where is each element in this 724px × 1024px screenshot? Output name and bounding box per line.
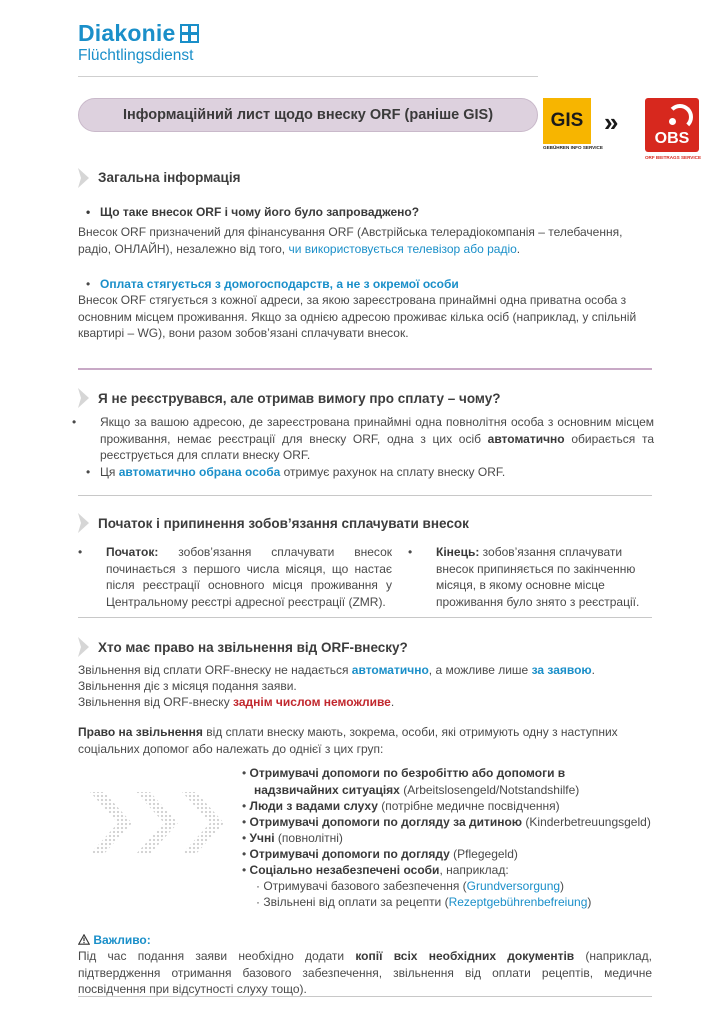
highlight-text: чи використовується телевізор або радіо	[288, 241, 517, 256]
list-item: • Люди з вадами слуху (потрібне медичне посвідчення)	[242, 799, 560, 813]
highlight-text: Rezeptgebührenbefreiung	[448, 895, 588, 909]
sub-list-item	[256, 878, 656, 895]
end-label: Кінець:	[436, 545, 480, 559]
important-label: Важливо:	[93, 933, 151, 947]
text-span: отримує рахунок на сплату внеску ORF.	[280, 465, 506, 479]
paragraph-orf-purpose	[78, 224, 652, 257]
end-text: зобов’язання сплачувати внесок припиняється по закінченню місяця, в якому основне місце проживання було знято з реєстрації.	[436, 545, 640, 609]
start-obligation: • Початок: зобов’язання сплачувати внесок починається з першого числа місяця, що настає після реєстрації основного місця проживання у Центральному реєстрі адресної реєстрації (ZMR).	[78, 545, 392, 609]
logo-name: Diakonie	[78, 20, 176, 46]
logo-subtitle: Flüchtlingsdienst	[78, 47, 194, 64]
item-bold: Отримувачі допомоги по догляду за дитиною	[249, 815, 523, 829]
obs-logo	[645, 98, 699, 152]
paragraph-households: Внесок ORF стягується з кожної адреси, за якою зареєстрована принаймні одна приватна особа з основним місцем проживання. Якщо за однією адресою проживає кілька осіб (наприклад, у спільній квартирі – WG), вони разом зобов’язані сплачувати внесок.	[78, 293, 637, 340]
highlight-text: Grundversorgung	[466, 879, 561, 893]
text-span: Внесок ORF призначений для фінансування ORF (Австрійська телерадіокомпанія – телебачення, радіо, ОНЛАЙН), незалежно від того,	[78, 225, 623, 256]
section-start-end-title: Початок і припинення зобов’язання сплачувати внесок	[98, 516, 469, 531]
question-text: Що таке внесок ORF і чому його було запроваджено?	[100, 205, 420, 219]
text-span: · Отримувачі базового забезпечення (	[256, 879, 467, 893]
bold-text: автоматично	[487, 431, 565, 446]
text-span: · Звільнені від оплати за рецепти (	[256, 895, 449, 909]
section-divider	[78, 996, 652, 997]
item-text: (повнолітні)	[274, 831, 343, 845]
important-heading	[78, 932, 652, 949]
bullet-heading: Оплата стягується з домогосподарств, а не з окремої особи	[100, 277, 459, 291]
item-bold: Люди з вадами слуху	[249, 799, 378, 813]
text-span: (наприклад, підтвердження отримання базового забезпечення, звільнення від оплати рецептів, медичне посвідчення при відсутності слуху тощо).	[78, 949, 652, 996]
bullet-auto-registration: • Якщо за вашою адресою, де зареєстрована принаймні одна повнолітня особа з основним місцем проживання, немає реєстрації для внеску ORF, одна з цих осіб автоматично обирається та реєструється для сплати внеску ORF.	[72, 415, 654, 462]
list-item: • Отримувачі допомоги по безробіттю або допомоги в надзвичайних ситуаціях (Arbeitslosengeld/Notstandshilfe)	[242, 766, 580, 797]
section-exemption-title: Хто має право на звільнення від ORF-внеску?	[98, 640, 408, 655]
list-item: • Отримувачі допомоги по догляду (Pflegegeld)	[242, 847, 518, 861]
highlight-text: автоматично	[351, 663, 429, 677]
text-span: Звільнення від сплати ORF-внеску не надається	[78, 663, 352, 677]
text-span: .	[390, 695, 395, 709]
item-text: (Pflegegeld)	[449, 847, 518, 861]
list-item: • Учні (повнолітні)	[242, 831, 343, 845]
warning-icon	[78, 934, 90, 945]
list-item: • Отримувачі допомоги по догляду за дитиною (Kinderbetreuungsgeld)	[242, 815, 651, 829]
exemption-eligibility-paragraph	[78, 724, 652, 757]
chevron-right-icon	[76, 167, 92, 189]
start-label: Початок:	[106, 545, 159, 559]
text-span: Якщо за вашою адресою, де зареєстрована принаймні одна повнолітня особа з основним місцем проживання, немає реєстрації для внеску ORF, одна з цих осіб	[100, 415, 654, 446]
signal-arc-icon	[667, 104, 693, 130]
section-general-title: Загальна інформація	[98, 170, 241, 185]
important-text	[78, 948, 652, 998]
text-span: Ця	[100, 465, 119, 479]
double-chevron-right-icon: »	[604, 107, 610, 137]
gis-logo-subtitle: GEBÜHREN INFO SERVICE	[543, 145, 603, 150]
bold-text: Право на звільнення	[78, 725, 203, 739]
obs-logo-label: OBS	[654, 130, 690, 147]
chevron-right-icon	[76, 512, 92, 534]
gis-logo	[543, 98, 591, 144]
page-title: Інформаційний лист щодо внеску ORF (раніше GIS)	[122, 107, 494, 123]
text-span: Під час подання заяви необхідно додати	[78, 949, 356, 963]
page-title-pill	[78, 98, 538, 132]
text-span: від сплати внеску мають, зокрема, особи, які отримують одну з наступних соціальних допомог або належать до однієї з цих груп:	[78, 725, 618, 756]
obs-logo-subtitle: ORF BEITRAGS SERVICE	[644, 155, 702, 160]
exemption-line-3	[78, 694, 652, 711]
end-obligation: • Кінець: зобов’язання сплачувати внесок припиняється по закінченню місяця, в якому основне місце проживання було знято з реєстрації.	[408, 545, 640, 609]
item-text: , наприклад:	[439, 863, 509, 877]
bullet-selected-person: • Ця автоматично обрана особа отримує рахунок на сплату внеску ORF.	[86, 465, 506, 479]
text-span: Звільнення від ORF-внеску	[78, 695, 234, 709]
exemption-line-1	[78, 662, 652, 679]
section-divider	[78, 617, 652, 618]
divider	[78, 76, 538, 77]
chevron-right-icon	[76, 636, 92, 658]
text-span: , а можливе лише	[428, 663, 532, 677]
sub-list-item	[256, 894, 656, 911]
section-why-invoice-title: Я не реєструвався, але отримав вимогу про сплату – чому?	[98, 391, 501, 406]
exemption-line-2: Звільнення діє з місяця подання заяви.	[78, 679, 297, 693]
bullet-households: • Оплата стягується з домогосподарств, а не з окремої особи	[86, 277, 459, 291]
question-what-is-orf: • Що таке внесок ORF і чому його було запроваджено?	[86, 205, 420, 219]
decorative-arrows-icon	[88, 790, 228, 856]
text-span: .	[591, 663, 596, 677]
text-span: .	[516, 241, 521, 256]
highlight-text: автоматично обрана особа	[118, 465, 281, 479]
item-bold: Отримувачі допомоги по безробіттю або допомоги в надзвичайних ситуаціях	[249, 766, 566, 797]
list-item: • Соціально незабезпечені особи, наприклад:	[242, 863, 509, 877]
start-text: зобов’язання сплачувати внесок починається з першого числа місяця, що настає після реєстрації основного місця проживання у Центральному реєстрі адресної реєстрації (ZMR).	[106, 545, 392, 609]
cross-icon	[180, 24, 199, 43]
chevron-right-icon	[76, 387, 92, 409]
gis-logo-label: GIS	[550, 110, 584, 131]
highlight-text: за заявою	[531, 663, 592, 677]
bold-text: копії всіх необхідних документів	[355, 949, 575, 963]
text-span: )	[587, 895, 592, 909]
section-divider	[78, 368, 652, 370]
item-text: (потрібне медичне посвідчення)	[377, 799, 560, 813]
item-bold: Отримувачі допомоги по догляду	[249, 847, 450, 861]
diakonie-logo	[78, 20, 199, 65]
text-span: обирається та реєструється для сплати внеску ORF.	[100, 431, 654, 462]
item-text: (Kinderbetreuungsgeld)	[522, 815, 651, 829]
section-divider	[78, 495, 652, 496]
item-bold: Соціально незабезпечені особи	[249, 863, 440, 877]
warning-text: заднім числом неможливе	[233, 695, 391, 709]
text-span: )	[560, 879, 565, 893]
signal-dot-icon	[669, 118, 676, 125]
item-bold: Учні	[249, 831, 275, 845]
item-text: (Arbeitslosengeld/Notstandshilfe)	[399, 782, 580, 797]
